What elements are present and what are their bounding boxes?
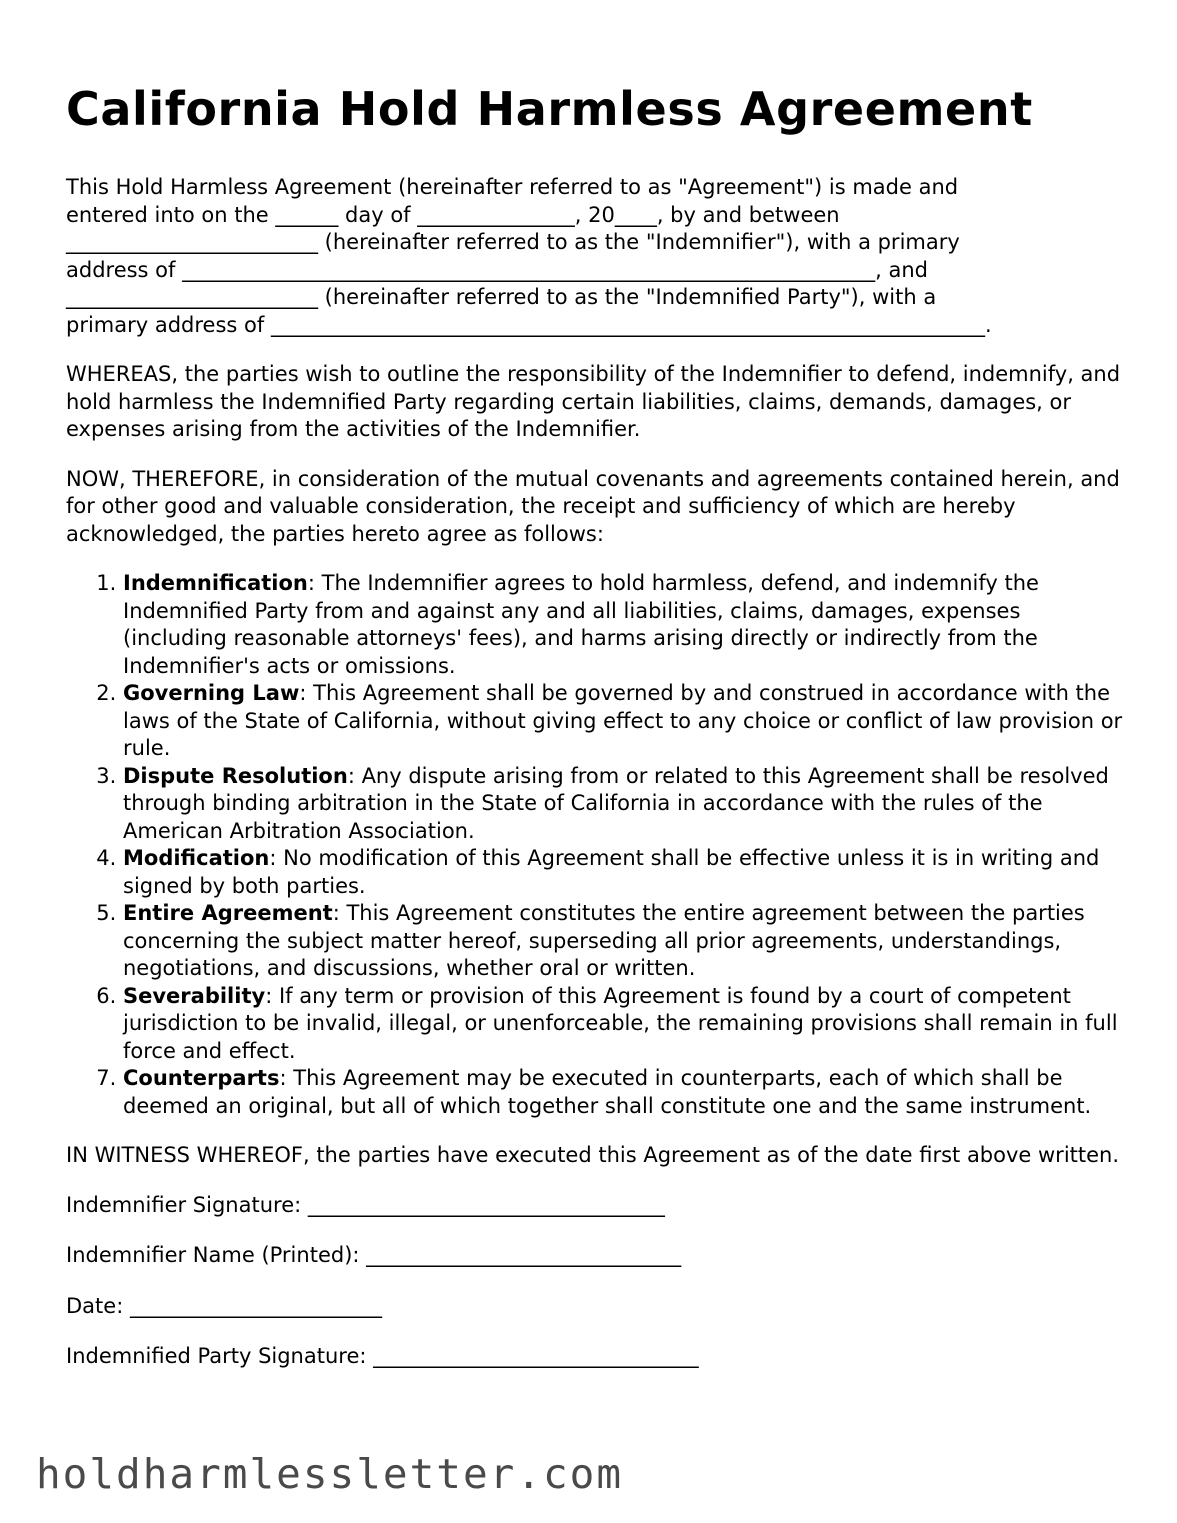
intro-line: primary address of ____________________________________________________________________. (66, 312, 992, 337)
document-title: California Hold Harmless Agreement (66, 82, 1033, 136)
term-item (123, 570, 1126, 680)
intro-line: This Hold Harmless Agreement (hereinafter referred to as "Agreement") is made and (66, 175, 959, 199)
term-item (123, 1065, 1126, 1120)
term-item (123, 845, 1126, 900)
whereas-paragraph: WHEREAS, the parties wish to outline the responsibility of the Indemnifier to defend, indemnify, and hold harmless the Indemnified Party regarding certain liabilities, claims, demands, damages, or expenses arising from the activities of the Indemnifier. (66, 362, 1121, 441)
term-item (123, 900, 1126, 983)
term-text: : This Agreement constitutes the entire agreement between the parties concerning the subject matter hereof, superseding all prior agreements, understandings, negotiations, and discussions, whether oral or written. (123, 901, 1085, 980)
term-item (123, 763, 1126, 846)
term-text: : The Indemnifier agrees to hold harmless, defend, and indemnify the Indemnified Party from and against any and all liabilities, claims, damages, expenses (including reasonable attorneys' fees), and harms arising directly or indirectly from the Indemnifier's acts or omissions. (123, 571, 1039, 678)
term-item (123, 983, 1126, 1066)
term-text: : No modification of this Agreement shall be effective unless it is in writing and signed by both parties. (123, 846, 1100, 898)
term-title: Counterparts (123, 1066, 280, 1090)
term-title: Entire Agreement (123, 901, 333, 925)
term-text: : This Agreement shall be governed by and construed in accordance with the laws of the State of California, without giving effect to any choice or conflict of law provision or rule. (123, 681, 1123, 760)
witness-paragraph: IN WITNESS WHEREOF, the parties have executed this Agreement as of the date first above written. (66, 1143, 1120, 1167)
terms-list (66, 570, 1126, 1120)
term-title: Severability (123, 983, 266, 1008)
term-item (123, 680, 1126, 763)
intro-line: entered into on the ______ day of _______________, 20____, by and between (66, 202, 840, 227)
date-line: Date: ________________________ (66, 1293, 382, 1318)
term-text: : If any term or provision of this Agreement is found by a court of competent jurisdiction to be invalid, illegal, or unenforceable, the remaining provisions shall remain in full force and effect. (123, 983, 1118, 1063)
term-title: Indemnification (123, 571, 308, 595)
indemnified-signature-line: Indemnified Party Signature: _______________________________ (66, 1344, 699, 1368)
now-therefore-paragraph: NOW, THEREFORE, in consideration of the mutual covenants and agreements contained herein, and for other good and valuable consideration, the receipt and sufficiency of which are hereby acknowledged, the parties hereto agree as follows: (66, 466, 1120, 546)
intro-line: ________________________ (hereinafter referred to as the "Indemnified Party"), with a (66, 285, 937, 309)
term-title: Dispute Resolution (123, 763, 348, 788)
document-page (66, 78, 1126, 1394)
indemnifier-signature-line: Indemnifier Signature: __________________________________ (66, 1192, 665, 1217)
intro-line: address of __________________________________________________________________, and (66, 257, 928, 282)
term-text: : Any dispute arising from or related to this Agreement shall be resolved through binding arbitration in the State of California in accordance with the rules of the American Arbitration Association. (123, 763, 1109, 843)
term-title: Modification (123, 846, 270, 870)
intro-paragraph (66, 174, 1126, 339)
indemnifier-name-line: Indemnifier Name (Printed): ______________________________ (66, 1243, 682, 1267)
site-watermark: holdharmlessletter.com (36, 1450, 624, 1498)
term-text: : This Agreement may be executed in counterparts, each of which shall be deemed an original, but all of which together shall constitute one and the same instrument. (123, 1066, 1092, 1118)
intro-line: ________________________ (hereinafter referred to as the "Indemnifier"), with a primary (66, 230, 960, 254)
term-title: Governing Law (123, 681, 300, 705)
